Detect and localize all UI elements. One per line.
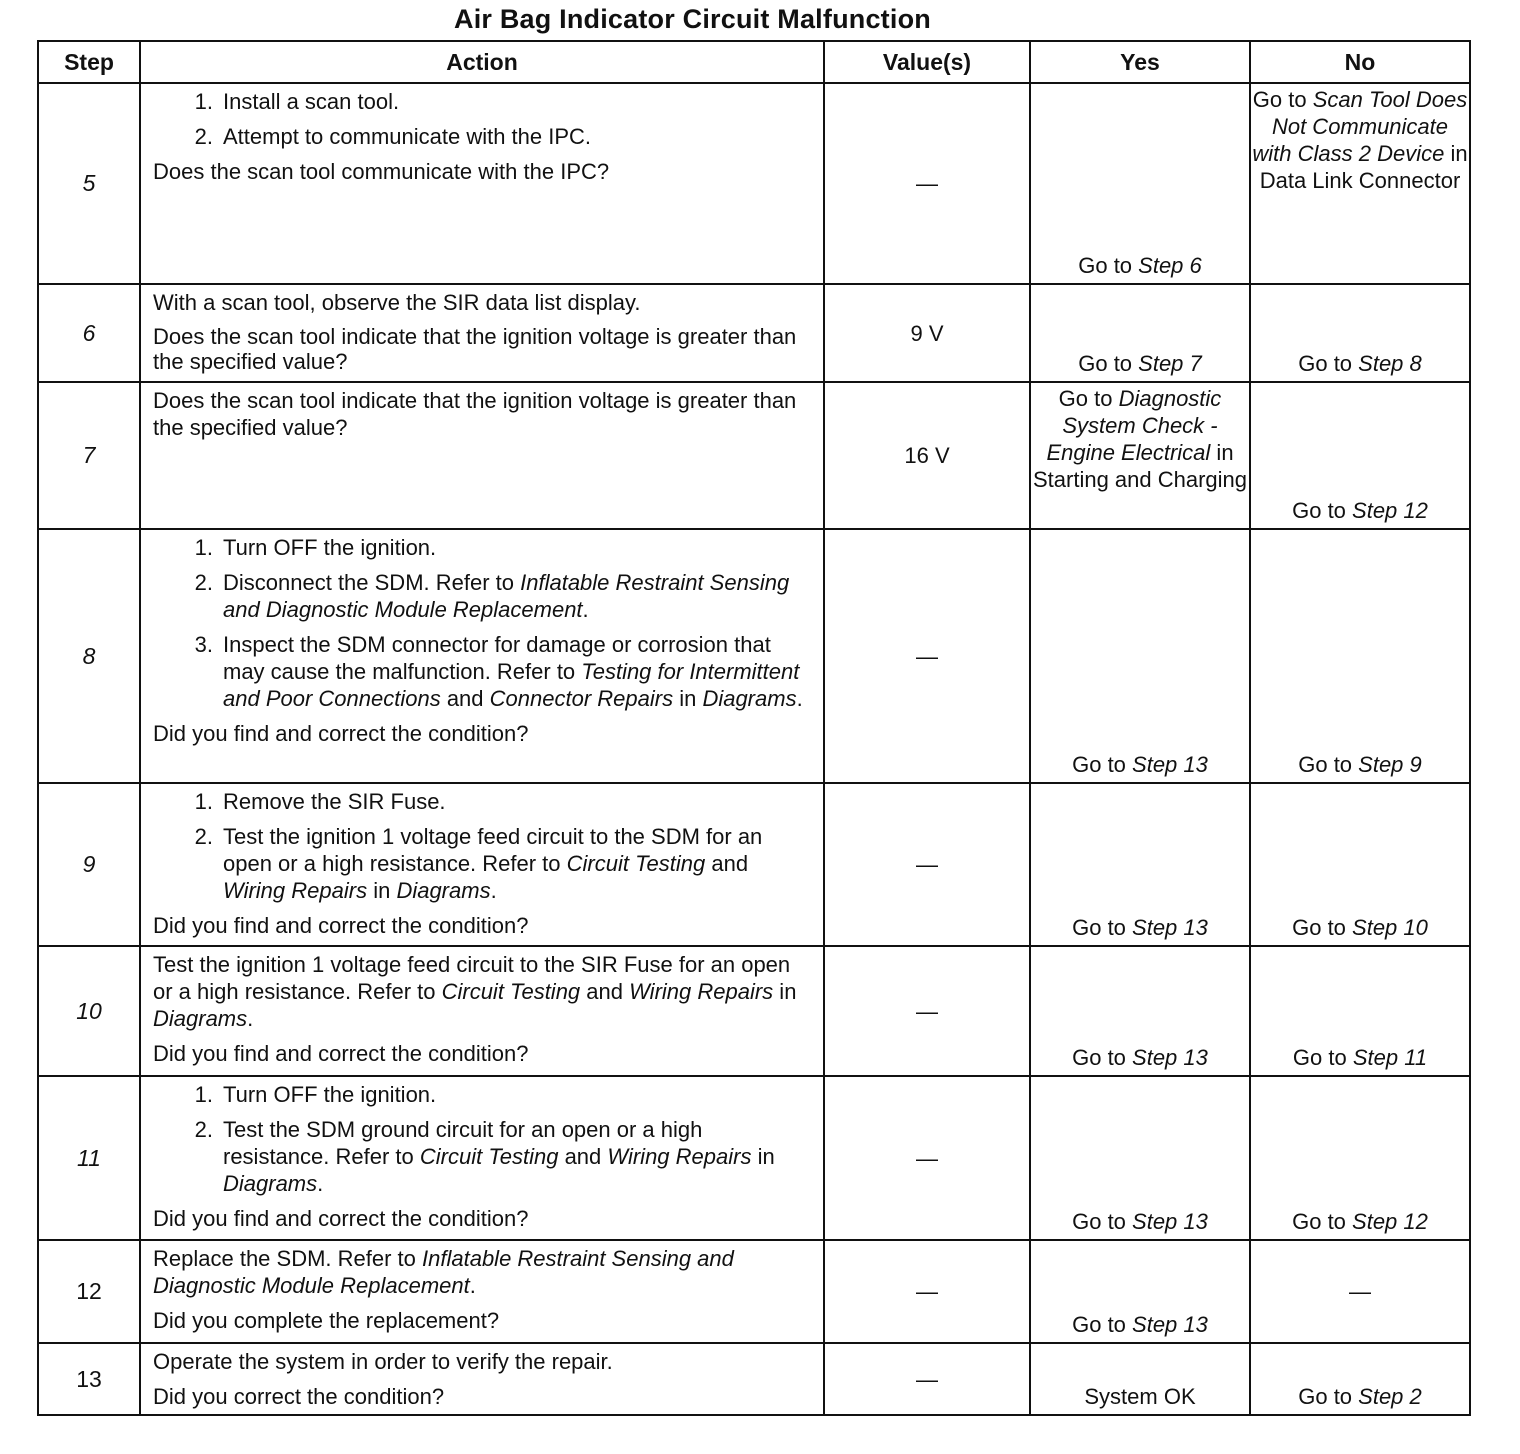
action-text: Test the ignition 1 voltage feed circuit to the SIR Fuse for an open or a high resistance. Refer to Circuit Testing and Wiring Repairs in Diagrams.: [153, 952, 797, 1031]
no-cell: Go to Step 2: [1250, 1343, 1470, 1415]
table-row-step-12: [38, 1240, 1470, 1343]
step-reference: Step 9: [1358, 752, 1422, 777]
table-row-step-5: [38, 83, 1470, 284]
header-action: Action: [140, 41, 824, 83]
no-cell: Go to Step 8: [1250, 284, 1470, 382]
step-reference: Step 13: [1132, 1209, 1208, 1234]
step-number: 13: [38, 1343, 140, 1415]
step-number: 7: [38, 382, 140, 529]
page-title: Air Bag Indicator Circuit Malfunction: [454, 4, 931, 34]
item-text: Turn OFF the ignition.: [223, 535, 437, 560]
question: Does the scan tool indicate that the ignition voltage is greater than the specified value?: [153, 324, 797, 374]
item-text: Disconnect the SDM. Refer to Inflatable Restraint Sensing and Diagnostic Module Replacement.: [223, 570, 790, 622]
table-row-step-6: [38, 284, 1470, 382]
step-reference: Step 13: [1132, 752, 1208, 777]
item-number: 2.: [194, 570, 213, 595]
item-text: Install a scan tool.: [223, 89, 400, 114]
item-text: Test the ignition 1 voltage feed circuit to the SDM for an open or a high resistance. Refer to Circuit Testing and Wiring Repairs in Diagrams.: [223, 824, 763, 903]
step-reference: Step 13: [1132, 1312, 1208, 1337]
action-cell: [140, 1240, 824, 1343]
action-cell: [140, 529, 824, 783]
item-number: 3.: [194, 632, 213, 657]
value-cell: 16 V: [824, 382, 1030, 529]
item-number: 2.: [194, 1117, 213, 1142]
action-cell: [140, 1076, 824, 1240]
item-text: Test the SDM ground circuit for an open or a high resistance. Refer to Circuit Testing and Wiring Repairs in Diagrams.: [223, 1117, 775, 1196]
item-number: 1.: [194, 535, 213, 560]
yes-cell: Go to Step 6: [1030, 83, 1250, 284]
no-cell: —: [1250, 1240, 1470, 1343]
step-reference: Step 13: [1132, 1045, 1208, 1070]
step-reference: Step 11: [1352, 1045, 1428, 1070]
value-cell: —: [824, 783, 1030, 946]
step-reference: Step 8: [1358, 351, 1422, 376]
step-number: 6: [38, 284, 140, 382]
header-step: Step: [38, 41, 140, 83]
question: Did you correct the condition?: [153, 1384, 445, 1409]
value-cell: —: [824, 1076, 1030, 1240]
step-reference: Step 10: [1352, 915, 1428, 940]
header-yes: Yes: [1030, 41, 1250, 83]
question: Did you find and correct the condition?: [153, 1206, 529, 1231]
question: Does the scan tool indicate that the ignition voltage is greater than the specified value?: [153, 388, 797, 440]
step-reference: Step 6: [1138, 253, 1202, 278]
step-number: 11: [38, 1076, 140, 1240]
no-cell: Go to Step 9: [1250, 529, 1470, 783]
action-cell: [140, 83, 824, 284]
item-number: 2.: [194, 824, 213, 849]
item-number: 1.: [194, 89, 213, 114]
step-reference: Step 2: [1358, 1384, 1422, 1409]
action-cell: [140, 284, 824, 382]
yes-cell: Go to Step 13: [1030, 1076, 1250, 1240]
item-number: 1.: [194, 1082, 213, 1107]
action-cell: [140, 946, 824, 1076]
question: Did you find and correct the condition?: [153, 913, 529, 938]
item-text: Remove the SIR Fuse.: [223, 789, 446, 814]
table-row-step-7: [38, 382, 1470, 529]
value-cell: —: [824, 946, 1030, 1076]
yes-cell: Go to Step 13: [1030, 783, 1250, 946]
value-cell: —: [824, 529, 1030, 783]
yes-cell: Go to Step 13: [1030, 1240, 1250, 1343]
step-reference: Step 12: [1352, 498, 1428, 523]
action-text: With a scan tool, observe the SIR data list display.: [153, 290, 641, 315]
step-number: 9: [38, 783, 140, 946]
action-text: Operate the system in order to verify the repair.: [153, 1349, 613, 1374]
header-values: Value(s): [824, 41, 1030, 83]
no-cell: Go to Step 11: [1250, 946, 1470, 1076]
table-row-step-9: [38, 783, 1470, 946]
yes-cell: System OK: [1030, 1343, 1250, 1415]
step-reference: Step 13: [1132, 915, 1208, 940]
header-row: [38, 41, 1470, 83]
question: Did you complete the replacement?: [153, 1308, 500, 1333]
question: Did you find and correct the condition?: [153, 1041, 529, 1066]
value-cell: —: [824, 1343, 1030, 1415]
table-row-step-13: [38, 1343, 1470, 1415]
value-cell: —: [824, 1240, 1030, 1343]
procedure-reference: Diagnostic System Check - Engine Electrical: [1046, 386, 1222, 465]
question: Did you find and correct the condition?: [153, 721, 529, 746]
item-number: 2.: [194, 124, 213, 149]
no-cell: Go to Step 12: [1250, 382, 1470, 529]
yes-cell: Go to Step 13: [1030, 529, 1250, 783]
question: Does the scan tool communicate with the IPC?: [153, 159, 610, 184]
yes-cell: Go to Diagnostic System Check - Engine Electrical in Starting and Charging: [1030, 382, 1250, 529]
action-text: Replace the SDM. Refer to Inflatable Restraint Sensing and Diagnostic Module Replacement.: [153, 1246, 734, 1298]
procedure-reference: Scan Tool Does Not Communicate with Class 2 Device: [1252, 87, 1468, 166]
table-row-step-10: [38, 946, 1470, 1076]
no-cell: Go to Scan Tool Does Not Communicate with Class 2 Device in Data Link Connector: [1250, 83, 1470, 284]
item-text: Turn OFF the ignition.: [223, 1082, 437, 1107]
item-text: Inspect the SDM connector for damage or corrosion that may cause the malfunction. Refer to Testing for Intermittent and Poor Connections and Connector Repairs in Diagrams.: [223, 632, 803, 711]
value-cell: 9 V: [824, 284, 1030, 382]
no-cell: Go to Step 10: [1250, 783, 1470, 946]
item-text: Attempt to communicate with the IPC.: [223, 124, 592, 149]
action-cell: [140, 382, 824, 529]
step-number: 5: [38, 83, 140, 284]
yes-cell: Go to Step 7: [1030, 284, 1250, 382]
action-cell: [140, 783, 824, 946]
action-cell: [140, 1343, 824, 1415]
table-row-step-8: [38, 529, 1470, 783]
yes-cell: Go to Step 13: [1030, 946, 1250, 1076]
value-cell: —: [824, 83, 1030, 284]
no-cell: Go to Step 12: [1250, 1076, 1470, 1240]
step-number: 12: [38, 1240, 140, 1343]
table-row-step-11: [38, 1076, 1470, 1240]
step-number: 10: [38, 946, 140, 1076]
diagnostic-table: [37, 40, 1471, 1416]
step-reference: Step 7: [1138, 351, 1202, 376]
step-number: 8: [38, 529, 140, 783]
header-no: No: [1250, 41, 1470, 83]
item-number: 1.: [194, 789, 213, 814]
step-reference: Step 12: [1352, 1209, 1428, 1234]
